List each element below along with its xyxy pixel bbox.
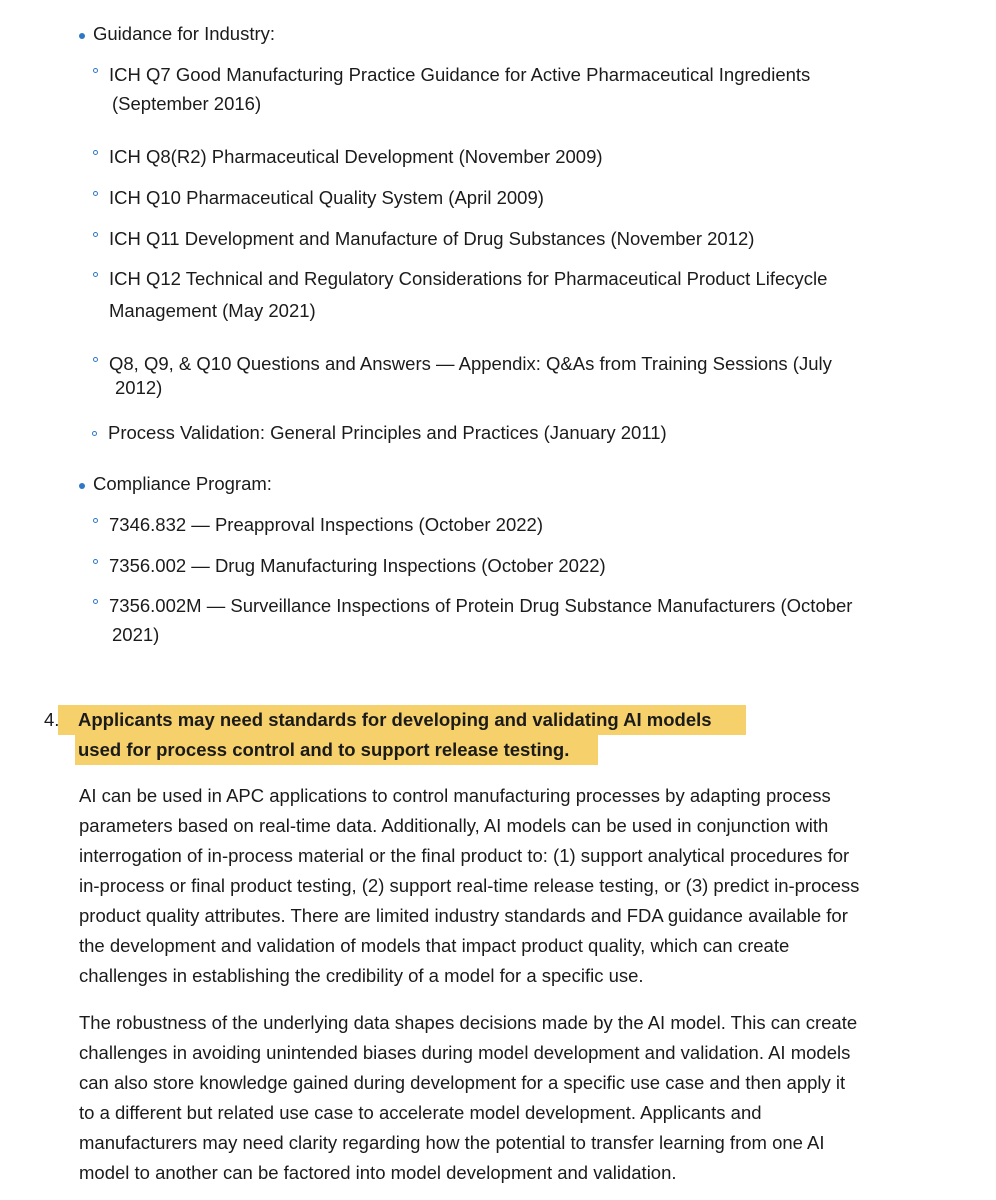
list-item: 7346.832 — Preapproval Inspections (October 2022) xyxy=(109,514,543,535)
list-item: Process Validation: General Principles and Practices (January 2011) xyxy=(108,422,667,443)
section-number: 4. xyxy=(44,709,60,730)
list-item-continuation: (September 2016) xyxy=(112,93,262,114)
list-item: ICH Q11 Development and Manufacture of Drug Substances (November 2012) xyxy=(109,228,755,249)
section-heading: Applicants may need standards for developing and validating AI models xyxy=(78,709,712,730)
list-item: ICH Q7 Good Manufacturing Practice Guidance for Active Pharmaceutical Ingredients xyxy=(109,64,811,85)
list-item-continuation: 2021) xyxy=(112,624,160,645)
list-item-continuation: 2012) xyxy=(115,377,163,398)
list-item: ICH Q10 Pharmaceutical Quality System (April 2009) xyxy=(109,187,544,208)
paragraph-line: product quality attributes. There are limited industry standards and FDA guidance available for xyxy=(79,905,848,926)
sub-bullet-icon xyxy=(93,191,98,196)
sub-bullet-icon xyxy=(92,431,97,436)
list-item: ICH Q12 Technical and Regulatory Considerations for Pharmaceutical Product Lifecycle xyxy=(109,268,828,289)
bullet-icon xyxy=(79,33,85,39)
list-item: 7356.002 — Drug Manufacturing Inspections (October 2022) xyxy=(109,555,606,576)
paragraph-line: parameters based on real-time data. Additionally, AI models can be used in conjunction with xyxy=(79,815,829,836)
paragraph-line: challenges in avoiding unintended biases during model development and validation. AI models xyxy=(79,1042,851,1063)
sub-bullet-icon xyxy=(93,68,98,73)
paragraph-line: can also store knowledge gained during development for a specific use case and then apply it xyxy=(79,1072,846,1093)
bullet-icon xyxy=(79,483,85,489)
sub-bullet-icon xyxy=(93,272,98,277)
paragraph-line: interrogation of in-process material or the final product to: (1) support analytical procedures for xyxy=(79,845,850,866)
paragraph-line: manufacturers may need clarity regarding how the potential to transfer learning from one AI xyxy=(79,1132,825,1153)
paragraph-line: to a different but related use case to accelerate model development. Applicants and xyxy=(79,1102,762,1123)
paragraph-line: in-process or final product testing, (2) support real-time release testing, or (3) predict in-process xyxy=(79,875,860,896)
sub-bullet-icon xyxy=(93,518,98,523)
paragraph-line: the development and validation of models that impact product quality, which can create xyxy=(79,935,790,956)
list-item-continuation: Management (May 2021) xyxy=(109,300,316,321)
sub-bullet-icon xyxy=(93,599,98,604)
paragraph-1 xyxy=(79,781,929,991)
paragraph-line: The robustness of the underlying data shapes decisions made by the AI model. This can create xyxy=(79,1012,858,1033)
paragraph-line: model to another can be factored into model development and validation. xyxy=(79,1162,677,1183)
paragraph-line: challenges in establishing the credibility of a model for a specific use. xyxy=(79,965,644,986)
sub-bullet-icon xyxy=(93,357,98,362)
list-item: ICH Q8(R2) Pharmaceutical Development (November 2009) xyxy=(109,146,603,167)
sub-bullet-icon xyxy=(93,150,98,155)
list-item: Q8, Q9, & Q10 Questions and Answers — Appendix: Q&As from Training Sessions (July xyxy=(109,353,832,374)
compliance-label: Compliance Program: xyxy=(93,473,272,494)
paragraph-line: AI can be used in APC applications to control manufacturing processes by adapting process xyxy=(79,785,831,806)
sub-bullet-icon xyxy=(93,232,98,237)
section-heading-continuation: used for process control and to support release testing. xyxy=(78,739,570,760)
paragraph-2 xyxy=(79,1008,929,1188)
list-item: 7356.002M — Surveillance Inspections of Protein Drug Substance Manufacturers (October xyxy=(109,595,853,616)
guidance-label: Guidance for Industry: xyxy=(93,23,276,44)
sub-bullet-icon xyxy=(93,559,98,564)
